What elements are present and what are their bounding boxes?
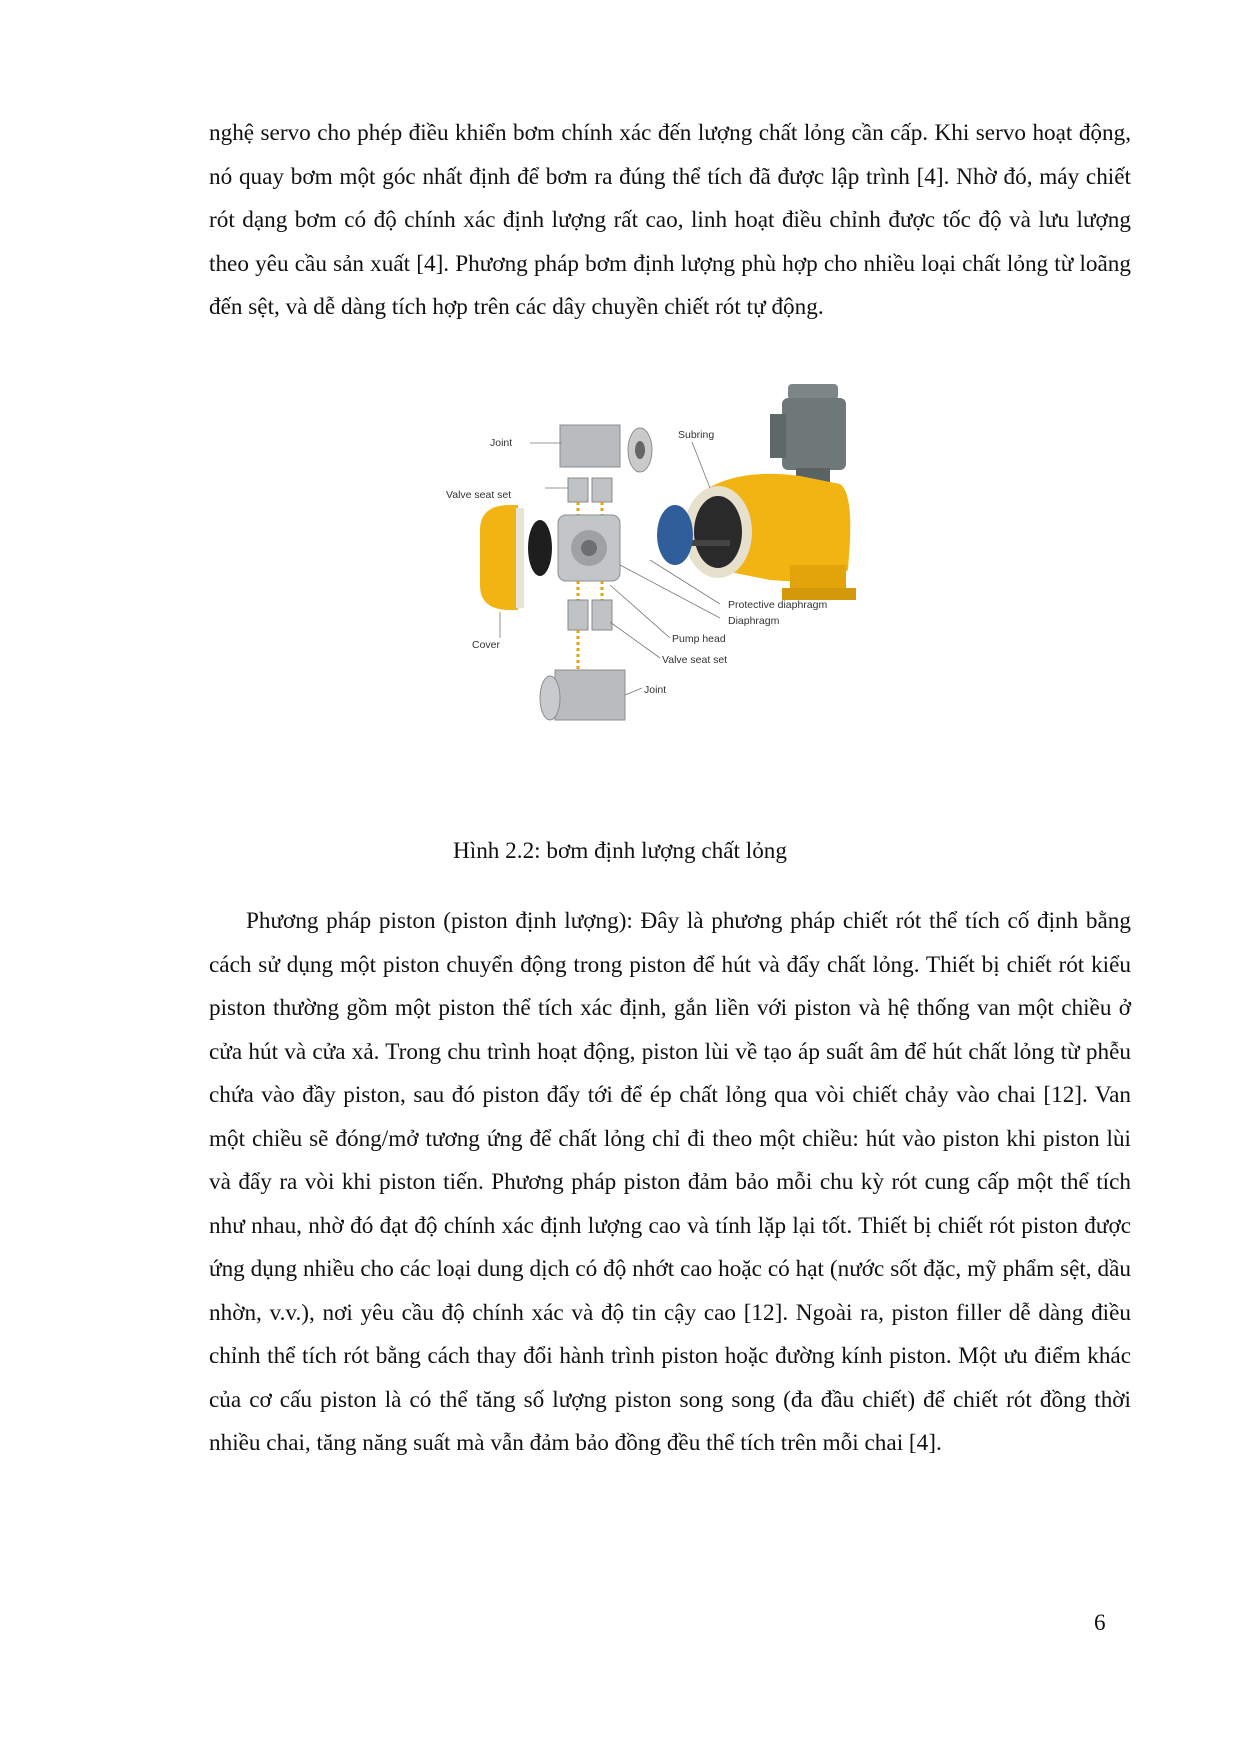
joint-top <box>560 425 652 472</box>
valve-seat-set-top <box>568 478 612 515</box>
label-pump-head: Pump head <box>672 633 726 645</box>
label-joint-top: Joint <box>490 437 513 449</box>
diaphragm <box>528 520 552 576</box>
figure-caption: Hình 2.2: bơm định lượng chất lỏng <box>453 838 787 864</box>
label-protective-diaphragm: Protective diaphragm <box>728 599 828 611</box>
protective-diaphragm <box>657 505 693 565</box>
label-cover: Cover <box>472 639 501 651</box>
pump-body <box>680 474 856 600</box>
joint-bottom <box>540 630 625 720</box>
pump-head <box>558 515 620 581</box>
label-joint-bottom: Joint <box>644 684 667 696</box>
page-number: 6 <box>1094 1610 1106 1636</box>
valve-seat-set-bottom <box>568 581 612 630</box>
label-subring: Subring <box>678 429 715 441</box>
pump-exploded-diagram <box>446 380 910 805</box>
label-diaphragm: Diaphragm <box>728 615 780 627</box>
motor <box>770 384 846 484</box>
label-valve-seat-set-bottom: Valve seat set <box>662 654 728 666</box>
pump-exploded-figure <box>446 380 910 805</box>
label-valve-seat-set-top: Valve seat set <box>446 489 512 501</box>
body-paragraph-1: nghệ servo cho phép điều khiển bơm chính xác đến lượng chất lỏng cần cấp. Khi servo hoạt động, nó quay bơm một góc nhất định để bơm ra đúng thể tích đã được lập trình [4]. Nhờ đó, máy chiết rót dạng bơm có độ chính xác định lượng rất cao, linh hoạt điều chỉnh được tốc độ và lưu lượng theo yêu cầu sản xuất [4]. Phương pháp bơm định lượng phù hợp cho nhiều loại chất lỏng từ loãng đến sệt, và dễ dàng tích hợp trên các dây chuyền chiết rót tự động. <box>209 120 1131 320</box>
body-paragraph-2: Phương pháp piston (piston định lượng): Đây là phương pháp chiết rót thể tích cố định bằng cách sử dụng một piston chuyển động trong piston để hút và đẩy chất lỏng. Thiết bị chiết rót kiểu piston thường gồm một piston thể tích xác định, gắn liền với piston và hệ thống van một chiều ở cửa hút và cửa xả. Trong chu trình hoạt động, piston lùi về tạo áp suất âm để hút chất lỏng từ phễu chứa vào đầy piston, sau đó piston đẩy tới để ép chất lỏng qua vòi chiết chảy vào chai [12]. Van một chiều sẽ đóng/mở tương ứng để chất lỏng chỉ đi theo một chiều: hút vào piston khi piston lùi và đẩy ra vòi khi piston tiến. Phương pháp piston đảm bảo mỗi chu kỳ rót cung cấp một thể tích như nhau, nhờ đó đạt độ chính xác định lượng cao và tính lặp lại tốt. Thiết bị chiết rót piston được ứng dụng nhiều cho các loại dung dịch có độ nhớt cao hoặc có hạt (nước sốt đặc, mỹ phẩm sệt, dầu nhờn, v.v.), nơi yêu cầu độ chính xác và độ tin cậy cao [12]. Ngoài ra, piston filler dễ dàng điều chỉnh thể tích rót bằng cách thay đổi hành trình piston hoặc đường kính piston. Một ưu điểm khác của cơ cấu piston là có thể tăng số lượng piston song song (đa đầu chiết) để chiết rót đồng thời nhiều chai, tăng năng suất mà vẫn đảm bảo đồng đều thể tích trên mỗi chai [4]. <box>209 908 1131 1456</box>
cover-part <box>480 505 524 610</box>
